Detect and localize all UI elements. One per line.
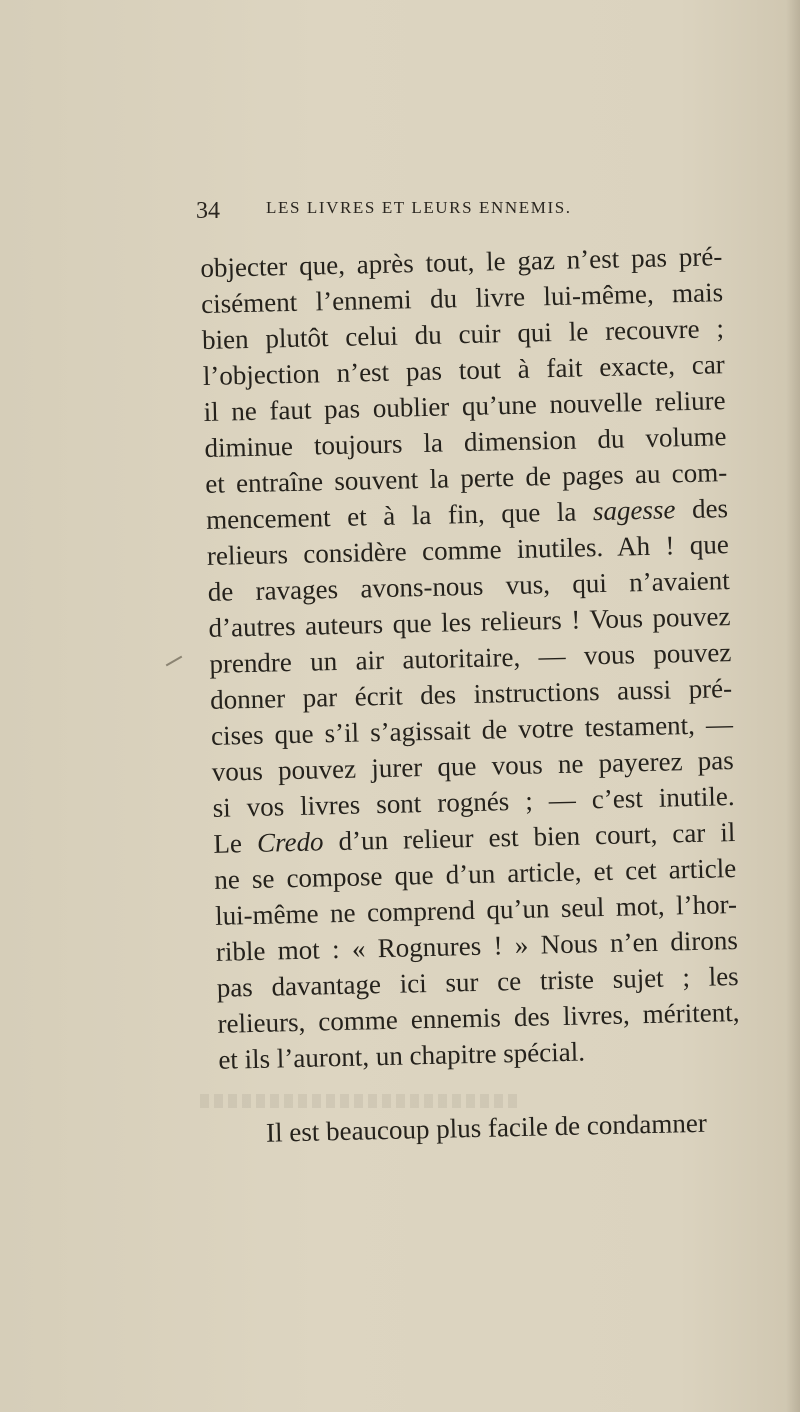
text-line: il ne faut pas oublier qu’une nouvelle reliure <box>203 385 726 427</box>
text-line: Le Credo d’un relieur est bien court, car il <box>213 817 736 859</box>
text-line: vous pouvez jurer que vous ne payerez pas <box>211 745 735 787</box>
text-line: mencement et à la fin, que la sagesse des <box>205 493 729 535</box>
text-line: d’autres auteurs que les relieurs ! Vous pouvez <box>208 601 731 643</box>
page-edge-shadow <box>786 0 800 1412</box>
margin-mark <box>166 656 183 667</box>
text-line: relieurs, comme ennemis des livres, méritent, <box>217 996 740 1039</box>
text-line: relieurs considère comme inutiles. Ah ! que <box>206 529 730 571</box>
text-line: l’objection n’est pas tout à fait exacte, car <box>202 349 726 391</box>
text-line: cises que s’il s’agissait de votre testament, — <box>210 709 734 751</box>
next-paragraph-line: Il est beaucoup plus facile de condamner <box>265 1107 708 1148</box>
running-title: LES LIVRES ET LEURS ENNEMIS. <box>266 198 572 217</box>
text-line: ne se compose que d’un article, et cet article <box>213 852 737 895</box>
text-line: bien plutôt celui du cuir qui le recouvre ; <box>201 313 725 355</box>
text-line: donner par écrit des instructions aussi pré- <box>209 673 733 715</box>
text-line: et ils l’auront, un chapitre spécial. <box>218 1036 586 1075</box>
text-line: pas davantage ici sur ce triste sujet ; les <box>216 960 739 1003</box>
text-line: diminue toujours la dimension du volume <box>204 421 727 463</box>
text-line: et entraîne souvent la perte de pages au com- <box>204 457 728 499</box>
text-line: lui-même ne comprend qu’un seul mot, l’hor- <box>214 888 738 931</box>
text-line: prendre un air autoritaire, — vous pouvez <box>209 637 732 679</box>
show-through-text <box>200 1094 520 1108</box>
body-text <box>200 238 742 1152</box>
page-header <box>196 196 646 236</box>
page-number: 34 <box>196 198 220 224</box>
text-line: si vos livres sont rognés ; — c’est inutile. <box>212 781 735 823</box>
text-line: rible mot : « Rognures ! » Nous n’en dirons <box>215 924 739 967</box>
text-line: objecter que, après tout, le gaz n’est pas pré- <box>200 241 723 283</box>
text-line: cisément l’ennemi du livre lui-même, mais <box>200 277 724 319</box>
text-line: de ravages avons-nous vus, qui n’avaient <box>207 565 730 607</box>
